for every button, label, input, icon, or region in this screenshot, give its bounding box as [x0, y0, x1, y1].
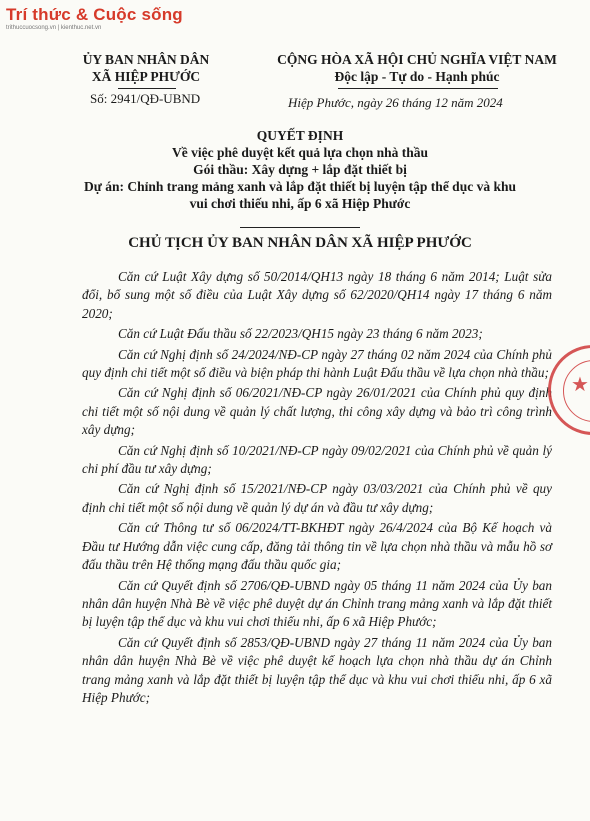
document-number: Số: 2941/QĐ-UBND	[90, 91, 201, 106]
paragraph: Căn cứ Nghị định số 15/2021/NĐ-CP ngày 03/03/2021 của Chính phủ về quy định chi tiết một số nội dung về quản lý dự án và đầu tư xây dựng;	[82, 481, 552, 515]
official-seal	[548, 345, 590, 435]
title-line-4: Dự án: Chỉnh trang mảng xanh và lắp đặt thiết bị luyện tập thể dục và khu	[84, 179, 516, 194]
issuer-underline	[118, 88, 176, 89]
legal-basis-body	[82, 268, 552, 709]
place-date: Hiệp Phước, ngày 26 tháng 12 năm 2024	[288, 95, 503, 110]
title-line-5: vui chơi thiếu nhi, ấp 6 xã Hiệp Phước	[189, 196, 411, 211]
issuer-line-2: XÃ HIỆP PHƯỚC	[91, 69, 201, 84]
paragraph: Căn cứ Luật Đấu thầu số 22/2023/QH15 ngày 23 tháng 6 năm 2023;	[118, 326, 483, 342]
site-url: trithuccuocsong.vn | kienthuc.net.vn	[6, 25, 102, 31]
paragraph: Căn cứ Thông tư số 06/2024/TT-BKHĐT ngày 26/4/2024 của Bộ Kế hoạch và Đầu tư Hướng dẫn việc cung cấp, đăng tải thông tin về lựa chọn nhà thầu và mẫu hồ sơ đấu thầu trên Hệ thống mạng đấu thầu quốc gia;	[82, 520, 552, 573]
paragraph: Căn cứ Luật Xây dựng số 50/2014/QH13 ngày 18 tháng 6 năm 2014; Luật sửa đổi, bổ sung một số điều của Luật Xây dựng số 62/2020/QH14 ngày 17 tháng 6 năm 2020;	[82, 269, 552, 321]
paragraph: Căn cứ Nghị định số 06/2021/NĐ-CP ngày 26/01/2021 của Chính phủ quy định chi tiết một số nội dung về quản lý chất lượng, thi công xây dựng và bảo trì công trình xây dựng;	[82, 385, 552, 438]
site-logo-text: Trí thức & Cuộc sống	[6, 5, 183, 24]
motto-underline	[338, 88, 498, 89]
paragraph: Căn cứ Nghị định số 24/2024/NĐ-CP ngày 27 tháng 02 năm 2024 của Chính phủ quy định chi tiết một số điều và biện pháp thi hành Luật Đấu thầu về lựa chọn nhà thầu;	[82, 346, 552, 381]
site-logo[interactable]	[6, 5, 183, 31]
paragraph: Căn cứ Quyết định số 2706/QĐ-UBND ngày 05 tháng 11 năm 2024 của Ủy ban nhân dân huyện Nhà Bè về việc phê duyệt dự án Chỉnh trang mảng xanh và lắp đặt thiết bị luyện tập thể dục và khu vui chơi thiếu nhi, ấp 6 xã Hiệp Phước;	[82, 577, 552, 630]
paragraph: Căn cứ Nghị định số 10/2021/NĐ-CP ngày 09/02/2021 của Chính phủ về quản lý chi phí đầu tư xây dựng;	[82, 442, 552, 477]
issuer-line-1: ỦY BAN NHÂN DÂN	[82, 52, 210, 67]
national-motto: Độc lập - Tự do - Hạnh phúc	[334, 69, 500, 84]
seal-star-icon: ★	[571, 372, 589, 396]
title-line-3: Gói thầu: Xây dựng + lắp đặt thiết bị	[193, 162, 407, 177]
decision-title	[40, 127, 560, 212]
paragraph: Căn cứ Quyết định số 2853/QĐ-UBND ngày 27 tháng 11 năm 2024 của Ủy ban nhân dân huyện Nhà Bè về việc phê duyệt kế hoạch lựa chọn nhà thầu dự án Chỉnh trang mảng xanh và lắp đặt thiết bị luyện tập thể dục và khu vui chơi thiếu nhi, ấp 6 xã Hiệp Phước;	[82, 634, 552, 705]
chairman-heading: CHỦ TỊCH ỦY BAN NHÂN DÂN XÃ HIỆP PHƯỚC	[128, 235, 472, 251]
title-line-1: QUYẾT ĐỊNH	[256, 128, 344, 143]
issuer-header	[66, 51, 226, 85]
title-line-2: Về việc phê duyệt kết quả lựa chọn nhà thầu	[171, 145, 428, 160]
national-header	[252, 51, 582, 85]
title-underline	[240, 227, 360, 228]
national-title: CỘNG HÒA XÃ HỘI CHỦ NGHĨA VIỆT NAM	[277, 52, 557, 67]
